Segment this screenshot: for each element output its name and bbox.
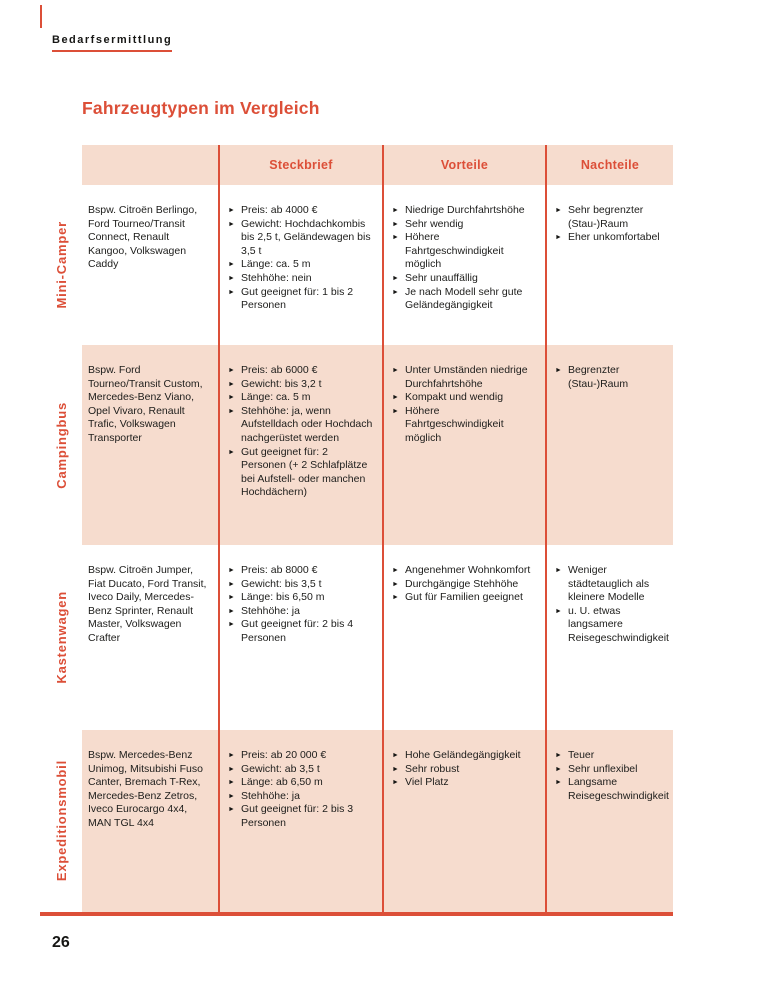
nachteile-list <box>555 204 665 245</box>
bullet-item <box>228 591 374 605</box>
bullet-item-text: Gut für Familien geeignet <box>405 591 523 604</box>
arrow-bullet-icon: ► <box>555 752 562 759</box>
bullet-item <box>555 364 665 391</box>
bullet-item <box>392 204 537 218</box>
bullet-item-text: Gut geeignet für: 2 bis 4 Personen <box>241 618 354 644</box>
bullet-item <box>228 364 374 378</box>
bullet-item <box>555 776 669 803</box>
bullet-item <box>392 763 537 777</box>
bullet-item <box>555 749 665 763</box>
steckbrief-cell <box>218 185 382 345</box>
table-row-campingbus <box>40 345 673 545</box>
bullet-item <box>228 618 374 645</box>
bullet-item <box>555 231 665 245</box>
section-kicker: Bedarfsermittlung <box>52 34 172 52</box>
running-header <box>52 30 172 52</box>
bullet-item-text: Stehhöhe: ja, wenn Aufstelldach oder Hochdach nachgerüstet werden <box>241 404 373 444</box>
bullet-item <box>228 790 374 804</box>
bullet-item-text: Länge: ab 6,50 m <box>241 776 323 789</box>
bullet-item <box>228 803 374 830</box>
bullet-item-text: Langsame Reisegeschwindigkeit <box>568 776 669 802</box>
bullet-item <box>392 405 537 446</box>
row-label: Expeditionsmobil <box>53 760 69 882</box>
arrow-bullet-icon: ► <box>392 367 399 374</box>
arrow-bullet-icon: ► <box>555 765 562 773</box>
bullet-item <box>228 378 374 392</box>
bullet-item <box>228 578 374 592</box>
arrow-bullet-icon: ► <box>392 274 399 282</box>
arrow-bullet-icon: ► <box>228 394 235 402</box>
bullet-item <box>555 604 669 646</box>
bullet-item <box>392 364 537 391</box>
row-label-cell <box>40 545 82 730</box>
bullet-item <box>228 405 374 446</box>
bullet-item-text: Länge: ca. 5 m <box>241 391 311 404</box>
arrow-bullet-icon: ► <box>392 594 399 602</box>
arrow-bullet-icon: ► <box>555 367 562 374</box>
bullet-item-text: Angenehmer Wohnkomfort <box>405 564 531 576</box>
bullet-item-text: Hohe Geländegängigkeit <box>405 749 521 761</box>
table-header-row <box>40 145 673 185</box>
arrow-bullet-icon: ► <box>228 207 235 214</box>
bullet-item-text: Je nach Modell sehr gute Geländegängigkeit <box>405 285 523 312</box>
arrow-bullet-icon: ► <box>228 448 235 456</box>
bullet-item-text: Viel Platz <box>405 776 449 789</box>
row-label: Kastenwagen <box>53 591 69 684</box>
arrow-bullet-icon: ► <box>228 220 235 228</box>
bullet-item-text: Sehr unauffällig <box>405 271 478 284</box>
steckbrief-list <box>228 364 374 500</box>
bullet-item-text: Länge: ca. 5 m <box>241 258 311 271</box>
steckbrief-list <box>228 204 374 313</box>
steckbrief-cell <box>218 545 382 730</box>
arrow-bullet-icon: ► <box>228 765 235 773</box>
bullet-item-text: Höhere Fahrtgeschwindigkeit möglich <box>405 231 504 271</box>
bullet-item-text: Weniger städtetauglich als kleinere Modelle <box>568 564 650 604</box>
arrow-bullet-icon: ► <box>392 407 399 415</box>
bullet-item-text: Preis: ab 4000 € <box>241 204 318 216</box>
bullet-item <box>392 749 537 763</box>
arrow-bullet-icon: ► <box>228 752 235 759</box>
bullet-item <box>392 218 537 232</box>
page-edge-mark <box>40 5 42 28</box>
bullet-item-text: Länge: bis 6,50 m <box>241 591 325 604</box>
bullet-item <box>228 204 374 218</box>
bullet-item <box>392 391 537 405</box>
bullet-item-text: Gewicht: ab 3,5 t <box>241 762 320 775</box>
bullet-item <box>392 272 537 286</box>
bullet-item-text: Preis: ab 8000 € <box>241 564 318 576</box>
arrow-bullet-icon: ► <box>555 234 562 242</box>
arrow-bullet-icon: ► <box>555 779 562 787</box>
bullet-item <box>228 749 374 763</box>
steckbrief-cell <box>218 730 382 912</box>
bullet-item-text: Höhere Fahrtgeschwindigkeit möglich <box>405 404 504 444</box>
arrow-bullet-icon: ► <box>228 261 235 269</box>
examples-cell <box>82 185 218 345</box>
row-label-cell <box>40 345 82 545</box>
arrow-bullet-icon: ► <box>228 567 235 574</box>
header-examples-spacer <box>82 145 218 185</box>
vorteile-cell <box>382 545 545 730</box>
bullet-item <box>392 231 537 272</box>
arrow-bullet-icon: ► <box>555 567 562 574</box>
arrow-bullet-icon: ► <box>392 394 399 402</box>
bullet-item-text: Teuer <box>568 749 595 761</box>
bullet-item-text: Gut geeignet für: 1 bis 2 Personen <box>241 285 354 312</box>
arrow-bullet-icon: ► <box>555 607 562 615</box>
bullet-item-text: u. U. etwas langsamere Reisegeschwindigkeit <box>568 604 669 644</box>
bullet-item <box>228 272 374 286</box>
bullet-item-text: Gewicht: bis 3,5 t <box>241 577 322 590</box>
bullet-item-text: Niedrige Durchfahrtshöhe <box>405 204 525 216</box>
vehicle-comparison-table <box>40 145 673 916</box>
table-row-kastenwagen <box>40 545 673 730</box>
examples-text: Bspw. Citroën Berlingo, Ford Tourneo/Transit Connect, Renault Kangoo, Volkswagen Caddy <box>88 204 198 271</box>
bullet-item <box>555 564 665 605</box>
steckbrief-cell <box>218 345 382 545</box>
bullet-item-text: Preis: ab 20 000 € <box>241 749 327 761</box>
arrow-bullet-icon: ► <box>228 380 235 388</box>
bullet-item-text: Sehr wendig <box>405 217 464 230</box>
bullet-item-text: Stehhöhe: ja <box>241 789 300 802</box>
header-label-spacer <box>40 145 82 185</box>
nachteile-cell <box>545 730 673 912</box>
arrow-bullet-icon: ► <box>392 288 399 296</box>
arrow-bullet-icon: ► <box>392 220 399 228</box>
arrow-bullet-icon: ► <box>228 792 235 800</box>
arrow-bullet-icon: ► <box>228 580 235 588</box>
bullet-item <box>228 605 374 619</box>
examples-cell <box>82 545 218 730</box>
page-title: Fahrzeugtypen im Vergleich <box>82 98 320 118</box>
bullet-item <box>228 763 374 777</box>
arrow-bullet-icon: ► <box>228 806 235 814</box>
bullet-item-text: Durchgängige Stehhöhe <box>405 577 519 590</box>
bullet-item-text: Unter Umständen niedrige Durchfahrtshöhe <box>405 364 528 390</box>
arrow-bullet-icon: ► <box>228 607 235 615</box>
bullet-item-text: Stehhöhe: nein <box>241 271 312 284</box>
vorteile-cell <box>382 730 545 912</box>
vorteile-list <box>392 564 537 605</box>
arrow-bullet-icon: ► <box>392 580 399 588</box>
examples-cell <box>82 730 218 912</box>
nachteile-cell <box>545 185 673 345</box>
nachteile-cell <box>545 545 673 730</box>
bullet-item <box>228 446 374 500</box>
arrow-bullet-icon: ► <box>228 367 235 374</box>
vorteile-list <box>392 204 537 313</box>
bullet-item <box>555 763 665 777</box>
arrow-bullet-icon: ► <box>228 779 235 787</box>
bullet-item <box>392 286 537 313</box>
examples-text: Bspw. Ford Tourneo/Transit Custom, Mercedes-Benz Viano, Opel Vivaro, Renault Trafic, Volkswagen Transporter <box>88 364 203 444</box>
bullet-item <box>228 286 374 313</box>
arrow-bullet-icon: ► <box>392 234 399 242</box>
vorteile-cell <box>382 345 545 545</box>
arrow-bullet-icon: ► <box>392 779 399 787</box>
bullet-item-text: Gewicht: bis 3,2 t <box>241 377 322 390</box>
bullet-item <box>228 564 374 578</box>
arrow-bullet-icon: ► <box>228 621 235 629</box>
arrow-bullet-icon: ► <box>228 594 235 602</box>
bullet-item-text: Gewicht: Hochdachkombis bis 2,5 t, Geländewagen bis 3,5 t <box>241 217 371 257</box>
table-row-mini-camper <box>40 185 673 345</box>
bullet-item-text: Begrenzter (Stau-)Raum <box>568 364 629 390</box>
arrow-bullet-icon: ► <box>392 752 399 759</box>
arrow-bullet-icon: ► <box>228 407 235 415</box>
arrow-bullet-icon: ► <box>228 288 235 296</box>
steckbrief-list <box>228 749 374 831</box>
steckbrief-list <box>228 564 374 646</box>
bullet-item <box>392 776 537 790</box>
bullet-item <box>228 258 374 272</box>
page-number: 26 <box>52 934 70 951</box>
bullet-item-text: Kompakt und wendig <box>405 391 504 404</box>
column-header-nachteile: Nachteile <box>545 145 673 185</box>
examples-text: Bspw. Citroën Jumper, Fiat Ducato, Ford Transit, Iveco Daily, Mercedes-Benz Sprinter, Renault Master, Volkswagen Crafter <box>88 564 207 644</box>
examples-cell <box>82 345 218 545</box>
column-header-vorteile: Vorteile <box>382 145 545 185</box>
nachteile-list <box>555 364 665 391</box>
bullet-item-text: Eher unkomfortabel <box>568 231 660 244</box>
vorteile-list <box>392 364 537 446</box>
row-label: Campingbus <box>53 401 69 489</box>
nachteile-list <box>555 749 669 803</box>
row-label-cell <box>40 185 82 345</box>
bullet-item <box>392 578 537 592</box>
arrow-bullet-icon: ► <box>555 207 562 214</box>
bullet-item <box>392 564 537 578</box>
bullet-item <box>228 218 374 259</box>
bullet-item-text: Gut geeignet für: 2 bis 3 Personen <box>241 803 354 829</box>
bullet-item <box>392 591 537 605</box>
row-label: Mini-Camper <box>53 221 69 309</box>
bullet-item-text: Sehr robust <box>405 762 460 775</box>
row-label-cell <box>40 730 82 912</box>
examples-text: Bspw. Mercedes-Benz Unimog, Mitsubishi Fuso Canter, Bremach T-Rex, Mercedes-Benz Zetros, Iveco Eurocargo 4x4, MAN TGL 4x4 <box>88 749 203 829</box>
nachteile-cell <box>545 345 673 545</box>
arrow-bullet-icon: ► <box>392 765 399 773</box>
nachteile-list <box>555 564 669 646</box>
arrow-bullet-icon: ► <box>392 567 399 574</box>
bullet-item-text: Preis: ab 6000 € <box>241 364 318 376</box>
table-bottom-rule <box>40 912 673 916</box>
arrow-bullet-icon: ► <box>228 274 235 282</box>
bullet-item <box>555 204 665 231</box>
table-row-expeditionsmobil <box>40 730 673 912</box>
vorteile-cell <box>382 185 545 345</box>
bullet-item <box>228 776 374 790</box>
bullet-item-text: Sehr begrenzter (Stau-)Raum <box>568 204 644 230</box>
bullet-item-text: Stehhöhe: ja <box>241 604 300 617</box>
bullet-item <box>228 391 374 405</box>
arrow-bullet-icon: ► <box>392 207 399 214</box>
bullet-item-text: Gut geeignet für: 2 Personen (+ 2 Schlafplätze bei Aufstell- oder manchen Hochdächern) <box>241 445 368 499</box>
vorteile-list <box>392 749 537 790</box>
bullet-item-text: Sehr unflexibel <box>568 762 638 775</box>
column-header-steckbrief: Steckbrief <box>218 145 382 185</box>
